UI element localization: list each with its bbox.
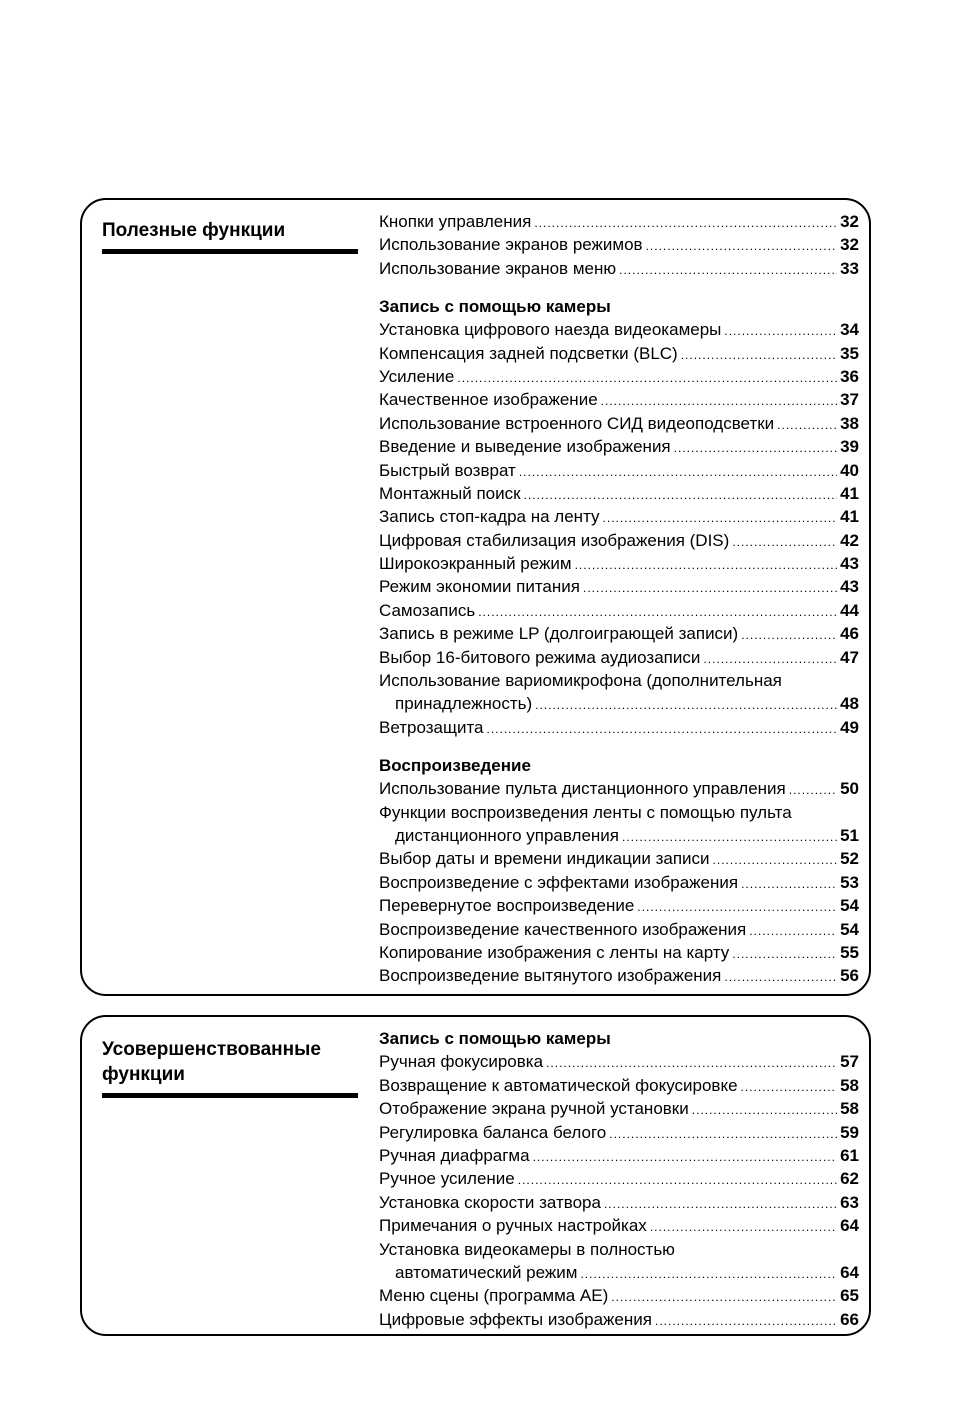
- toc-entry[interactable]: [379, 388, 859, 411]
- toc-page-number: 61: [840, 1145, 859, 1165]
- dot-leader: [524, 484, 838, 507]
- toc-page-number: 37: [840, 390, 859, 410]
- toc-page-number: 54: [840, 919, 859, 939]
- dot-leader: [535, 694, 837, 717]
- toc-entry-text: Качественное изображение: [379, 390, 598, 410]
- toc-page-number: 55: [840, 942, 859, 962]
- toc-page-number: 40: [840, 460, 859, 480]
- toc-page-number: 41: [840, 507, 859, 527]
- toc-entry[interactable]: [379, 233, 859, 256]
- toc-entry-text: Цифровые эффекты изображения: [379, 1309, 652, 1329]
- toc-entry-text: Использование экранов режимов: [379, 235, 643, 255]
- toc-entry-text: Установка видеокамеры в полностью: [379, 1239, 675, 1259]
- toc-page-number: 58: [840, 1075, 859, 1095]
- toc-entry[interactable]: [379, 365, 859, 388]
- toc-page-number: 59: [840, 1122, 859, 1142]
- dot-leader: [604, 1193, 837, 1216]
- dot-leader: [519, 461, 837, 484]
- toc-entry-text: Монтажный поиск: [379, 483, 521, 503]
- toc-entry[interactable]: [379, 716, 859, 739]
- dot-leader: [724, 966, 837, 989]
- toc-entry-text: Запись в режиме LP (долгоиграющей записи): [379, 624, 739, 644]
- toc-entry-text: Введение и выведение изображения: [379, 437, 671, 457]
- section-heading-line-1: Усовершенствованные: [102, 1039, 321, 1060]
- dot-leader: [650, 1216, 837, 1239]
- toc-page-number: 33: [840, 258, 859, 278]
- dot-leader: [583, 577, 837, 600]
- toc-entry-text: Запись стоп-кадра на ленту: [379, 507, 600, 527]
- dot-leader: [777, 414, 837, 437]
- toc-entry-text: Копирование изображения с ленты на карту: [379, 942, 730, 962]
- dot-leader: [646, 235, 838, 258]
- toc-entry-text-continued: автоматический режим: [395, 1262, 578, 1282]
- heading-underline: [102, 249, 358, 254]
- heading-underline: [102, 1093, 358, 1098]
- dot-leader: [619, 259, 837, 282]
- toc-entry-text: Примечания о ручных настройках: [379, 1216, 647, 1236]
- toc-page-number: 58: [840, 1099, 859, 1119]
- toc-entry[interactable]: [379, 894, 859, 917]
- dot-leader: [789, 779, 837, 802]
- toc-page-number: 41: [840, 483, 859, 503]
- toc-page-number: 64: [840, 1262, 859, 1282]
- toc-entry-text: Ручная диафрагма: [379, 1145, 530, 1165]
- dot-leader: [609, 1123, 837, 1146]
- toc-page-number: 47: [840, 647, 859, 667]
- toc-entry-text-continued: дистанционного управления: [395, 825, 619, 845]
- toc-entry-text: Быстрый возврат: [379, 460, 516, 480]
- toc-entry[interactable]: [379, 1191, 859, 1214]
- dot-leader: [534, 212, 837, 235]
- dot-leader: [655, 1310, 837, 1333]
- toc-entry-text: Воспроизведение с эффектами изображения: [379, 872, 739, 892]
- dot-leader: [732, 531, 837, 554]
- dot-leader: [713, 849, 838, 872]
- toc-page-number: 49: [840, 717, 859, 737]
- toc-box-advanced-functions: [80, 1015, 871, 1336]
- toc-entry-text: Ручное усиление: [379, 1169, 515, 1189]
- group-title: Запись с помощью камеры: [379, 296, 611, 316]
- toc-entry-text: Самозапись: [379, 600, 476, 620]
- toc-entry-text: Ветрозащита: [379, 717, 484, 737]
- toc-page-number: 43: [840, 554, 859, 574]
- dot-leader: [546, 1052, 837, 1075]
- toc-entry-text: Отображение экрана ручной установки: [379, 1099, 689, 1119]
- toc-entry-text: Цифровая стабилизация изображения (DIS): [379, 530, 730, 550]
- toc-page-number: 39: [840, 437, 859, 457]
- toc-entry-text: Использование экранов меню: [379, 258, 617, 278]
- toc-entry[interactable]: [379, 257, 859, 280]
- toc-page-number: 42: [840, 530, 859, 550]
- group-spacer: [379, 280, 859, 295]
- dot-leader: [741, 624, 837, 647]
- toc-entry[interactable]: [379, 482, 859, 505]
- toc-page-number: 65: [840, 1286, 859, 1306]
- section-heading-text: Полезные функции: [102, 220, 286, 241]
- toc-entry[interactable]: [379, 412, 859, 435]
- toc-page-number: 36: [840, 366, 859, 386]
- toc-entry-text: Выбор 16-битового режима аудиозаписи: [379, 647, 701, 667]
- toc-entry[interactable]: [379, 1261, 859, 1284]
- section-heading: [102, 218, 358, 254]
- group-title: Воспроизведение: [379, 755, 531, 775]
- dot-leader: [741, 1076, 838, 1099]
- toc-entry[interactable]: [379, 1097, 859, 1120]
- toc-entry[interactable]: [379, 318, 859, 341]
- toc-entry-text: Воспроизведение вытянутого изображения: [379, 966, 722, 986]
- toc-entry-text: Компенсация задней подсветки (BLC): [379, 343, 678, 363]
- dot-leader: [478, 601, 837, 624]
- toc-entry-text: Установка скорости затвора: [379, 1192, 601, 1212]
- group-title: Запись с помощью камеры: [379, 1029, 611, 1048]
- dot-leader: [518, 1169, 837, 1192]
- toc-entry-text: Использование вариомикрофона (дополнительная: [379, 671, 782, 691]
- dot-leader: [611, 1286, 837, 1309]
- toc-entry-text: Возвращение к автоматической фокусировке: [379, 1075, 738, 1095]
- toc-entry[interactable]: [379, 599, 859, 622]
- toc-page-number: 62: [840, 1169, 859, 1189]
- toc-entry[interactable]: [379, 692, 859, 715]
- dot-leader: [457, 367, 837, 390]
- toc-entry[interactable]: [379, 342, 859, 365]
- toc-entry[interactable]: [379, 1214, 859, 1237]
- toc-entry[interactable]: [379, 941, 859, 964]
- toc-entry[interactable]: [379, 871, 859, 894]
- toc-entry[interactable]: [379, 1121, 859, 1144]
- toc-page-number: 66: [840, 1309, 859, 1329]
- dot-leader: [681, 344, 837, 367]
- toc-entry-text: Выбор даты и времени индикации записи: [379, 849, 710, 869]
- toc-page-number: 64: [840, 1216, 859, 1236]
- toc-page-number: 52: [840, 849, 859, 869]
- toc-entry[interactable]: [379, 1050, 859, 1073]
- dot-leader: [741, 873, 837, 896]
- toc-page-number: 54: [840, 896, 859, 916]
- toc-page-number: 38: [840, 413, 859, 433]
- toc-entry-text: Режим экономии питания: [379, 577, 580, 597]
- section-heading: [102, 1037, 358, 1098]
- toc-entry[interactable]: [379, 575, 859, 598]
- toc-entry-text: Широкоэкранный режим: [379, 554, 572, 574]
- toc-page-number: 57: [840, 1052, 859, 1072]
- toc-entry[interactable]: [379, 552, 859, 575]
- toc-entry[interactable]: [379, 210, 859, 233]
- toc-entry-text: Использование пульта дистанционного управления: [379, 779, 786, 799]
- toc-entry-text: Ручная фокусировка: [379, 1052, 544, 1072]
- toc-entry[interactable]: [379, 777, 859, 800]
- dot-leader: [674, 437, 837, 460]
- dot-leader: [637, 896, 837, 919]
- toc-entry[interactable]: [379, 918, 859, 941]
- toc-entry-text: Установка цифрового наезда видеокамеры: [379, 320, 722, 340]
- toc-entry[interactable]: [379, 1167, 859, 1190]
- dot-leader: [601, 390, 837, 413]
- toc-entry-text: Использование встроенного СИД видеоподсветки: [379, 413, 775, 433]
- toc-page-number: 43: [840, 577, 859, 597]
- toc-entry-text: Регулировка баланса белого: [379, 1122, 607, 1142]
- toc-entry-text: Функции воспроизведения ленты с помощью пульта: [379, 802, 792, 822]
- toc-entry[interactable]: [379, 1074, 859, 1097]
- toc-page-number: 32: [840, 212, 859, 231]
- toc-page-number: 56: [840, 966, 859, 986]
- toc-entry-text-continued: принадлежность): [395, 694, 533, 714]
- toc-entry[interactable]: [379, 1308, 859, 1331]
- dot-leader: [749, 920, 837, 943]
- toc-entry-text: Перевернутое воспроизведение: [379, 896, 635, 916]
- dot-leader: [603, 507, 838, 530]
- toc-entry[interactable]: [379, 622, 859, 645]
- toc-entry-text: Усиление: [379, 366, 455, 386]
- toc-entry[interactable]: [379, 459, 859, 482]
- toc-entry[interactable]: [379, 1284, 859, 1307]
- toc-box-useful-functions: [80, 198, 871, 996]
- toc-entry[interactable]: [379, 646, 859, 669]
- group-spacer: [379, 739, 859, 754]
- dot-leader: [724, 320, 837, 343]
- toc-page-number: 46: [840, 624, 859, 644]
- dot-leader: [575, 554, 838, 577]
- toc-entry[interactable]: [379, 505, 859, 528]
- toc-entry-text: Воспроизведение качественного изображения: [379, 919, 747, 939]
- toc-page-number: 32: [840, 235, 859, 255]
- dot-leader: [622, 826, 837, 849]
- toc-entry-text: Кнопки управления: [379, 212, 532, 231]
- toc-page-number: 44: [840, 600, 859, 620]
- toc-page-number: 63: [840, 1192, 859, 1212]
- toc-entry[interactable]: [379, 824, 859, 847]
- toc-entry[interactable]: [379, 1144, 859, 1167]
- toc-entry[interactable]: [379, 847, 859, 870]
- toc-entry[interactable]: [379, 435, 859, 458]
- toc-entry[interactable]: [379, 964, 859, 987]
- toc-page-number: 34: [840, 320, 859, 340]
- dot-leader: [533, 1146, 838, 1169]
- dot-leader: [692, 1099, 837, 1122]
- toc-page-number: 35: [840, 343, 859, 363]
- toc-page-number: 51: [840, 825, 859, 845]
- toc-entry-text: Меню сцены (программа AE): [379, 1286, 609, 1306]
- dot-leader: [580, 1263, 837, 1286]
- toc-page-number: 50: [840, 779, 859, 799]
- toc-page-number: 53: [840, 872, 859, 892]
- toc-entries: [379, 1027, 859, 1331]
- section-heading-line-2: функции: [102, 1064, 185, 1085]
- toc-entries: [379, 210, 859, 988]
- toc-entry[interactable]: [379, 529, 859, 552]
- toc-page-number: 48: [840, 694, 859, 714]
- dot-leader: [487, 718, 838, 741]
- dot-leader: [703, 648, 837, 671]
- dot-leader: [732, 943, 837, 966]
